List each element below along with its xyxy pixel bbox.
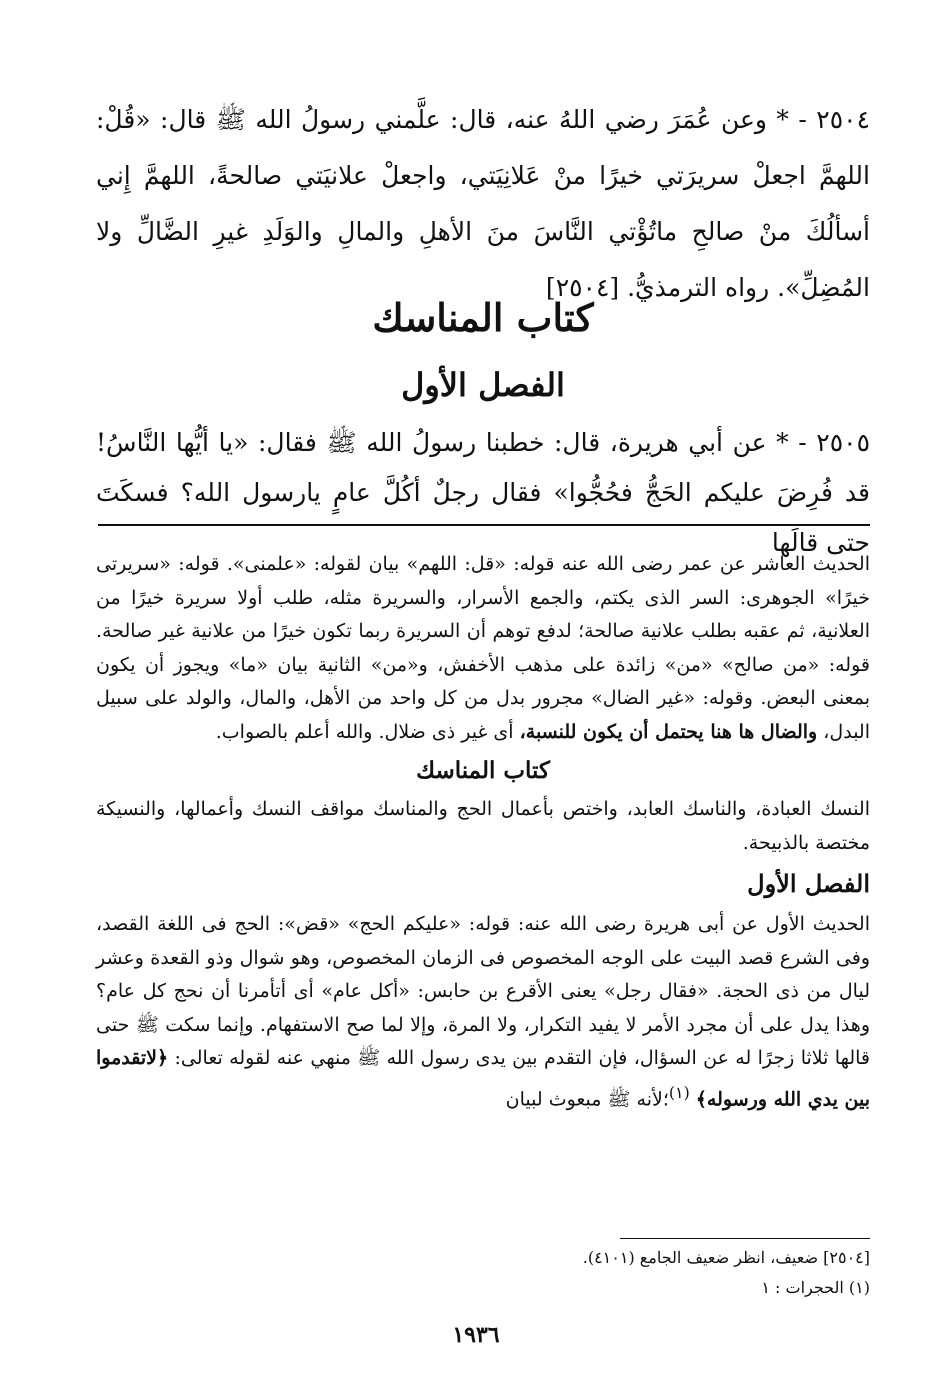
commentary-text: أى غير ذى ضلال. والله أعلم بالصواب. [215, 720, 514, 743]
commentary-block [96, 548, 870, 1116]
commentary-text: ؛لأنه ﷺ مبعوث لبيان [505, 1087, 669, 1110]
commentary-section-heading: الفصل الأول [747, 869, 870, 898]
hadith-2505-text: ٢٥٠٥ - * عن أبي هريرة، قال: خطبنا رسولُ الله ﷺ فقال: «يا أيُّها النَّاسُ! قد فُرِضَ عليكم الحَجُّ فحُجُّوا» فقال رجلٌ أكُلَّ عامٍ يارسول الله؟ فسكَتَ حتى قالَها [96, 428, 870, 557]
footnote-ref: (١) [668, 1082, 690, 1102]
commentary-book-heading: كتاب المناسك [416, 757, 550, 784]
hadith-2505 [96, 418, 870, 568]
footnote-rule [620, 1238, 870, 1239]
hadith-2504-text: ٢٥٠٤ - * وعن عُمَرَ رضي اللهُ عنه، قال: علَّمني رسولُ الله ﷺ قال: «قُلْ: اللهمَّ اجعلْ سريرَتي خيرًا منْ عَلانِيَتي، واجعلْ علانيَتي صالحةً، اللهمَّ إِني أسألُكَ منْ صالحِ ماتُؤْتي النَّاسَ منَ الأهلِ والمالِ والوَلَدِ غيرِ الضَّالِّ ولا المُضِلِّ». رواه الترمذيُّ. [٢٥٠٤] [96, 105, 870, 302]
chapter-title: الفصل الأول [401, 366, 565, 404]
commentary-text: الحديث الأول عن أبى هريرة رضى الله عنه: قوله: «عليكم الحج» «قض»: الحج فى اللغة القصد، وفى الشرع قصد البيت على الوجه المخصوص فى الزمان المخصوص، وهو شوال وذو القعدة وعشر ليال من ذى الحجة. «فقال رجل» يعنى الأقرع بن حابس: «أكل عام» أى أتأمرنا أن نحج كل عام؟ وهذا يدل على أن مجرد الأمر لا يفيد التكرار، ولا المرة، وإلا لما صح الاستفهام. وإنما سكت ﷺ حتى قالها ثلاثا زجرًا له عن السؤال، فإن التقدم بين يدى رسول الله ﷺ منهي عنه لقوله تعالى: [96, 913, 871, 1069]
separator-rule [98, 524, 870, 526]
footnote-2: (١) الحجرات : ١ [761, 1278, 870, 1297]
commentary-paragraph [96, 548, 870, 749]
hadith-2504 [96, 92, 870, 316]
page-number: ١٩٣٦ [452, 1322, 500, 1348]
quran-quote: ﴿لاتقدموا بين يدي الله ورسوله﴾ [96, 1047, 870, 1110]
commentary-paragraph: النسك العبادة، والناسك العابد، واختص بأعمال الحج والمناسك مواقف النسك وأعمالها، والنسيكة مختصة بالذبيحة. [96, 798, 870, 854]
footnote-1: [٢٥٠٤] ضعيف، انظر ضعيف الجامع (٤١٠١). [582, 1248, 870, 1267]
book-title: كتاب المناسك [372, 295, 594, 340]
commentary-bold-text: والضال ها هنا يحتمل أن يكون للنسبة، [519, 720, 818, 743]
commentary-paragraph [96, 908, 870, 1116]
commentary-text: الحديث العاشر عن عمر رضى الله عنه قوله: «قل: اللهم» بيان لقوله: «علمنى». قوله: «سريرتى خيرًا» الجوهرى: السر الذى يكتم، والجمع الأسرار، والسريرة مثله، طلب أولا سريرة خيرًا من العلانية، ثم عقبه بطلب علانية صالحة؛ لدفع توهم أن السريرة ربما تكون خيرًا من علانية غير صالحة. قوله: «من صالح» «من» زائدة على مذهب الأخفش، و«من» الثانية بيان «ما» ويجوز أن يكون بمعنى البعض. وقوله: «غير الضال» مجرور بدل من كل واحد من الأهل، والمال، والولد على سبيل البدل، [96, 553, 870, 743]
